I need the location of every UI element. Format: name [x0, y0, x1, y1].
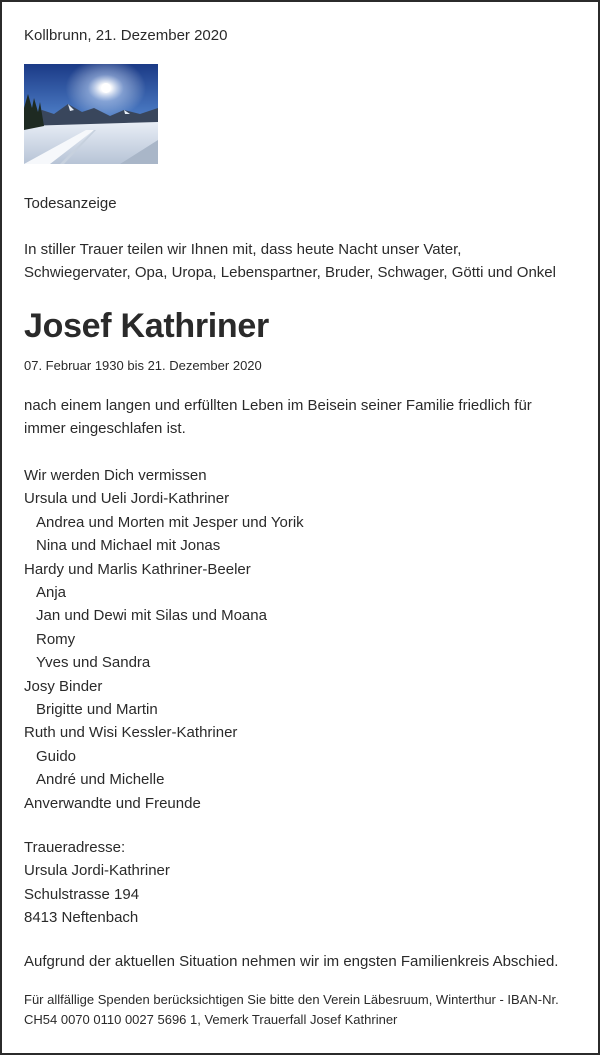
winter-landscape-photo [24, 64, 158, 164]
family-line: Ruth und Wisi Kessler-Kathriner [24, 724, 238, 742]
family-line: André und Michelle [36, 771, 165, 789]
family-line: Hardy und Marlis Kathriner-Beeler [24, 560, 251, 578]
family-line: Andrea und Morten mit Jesper und Yorik [36, 513, 304, 531]
donation-line: Für allfällige Spenden berücksichtigen Sie bitte den Verein Läbesruum, Winterthur - IBAN-Nr. [24, 992, 559, 1007]
donation-note [24, 990, 559, 1030]
family-line: Romy [36, 630, 76, 648]
family-line: Nina und Michael mit Jonas [36, 537, 221, 555]
statement-text [24, 394, 532, 441]
family-line: Brigitte und Martin [36, 701, 158, 719]
deceased-name: Josef Kathriner [24, 307, 269, 345]
statement-line: nach einem langen und erfüllten Leben im Beisein seiner Familie friedlich für [24, 397, 532, 414]
intro-text [24, 238, 556, 285]
farewell-note: Aufgrund der aktuellen Situation nehmen wir im engsten Familienkreis Abschied. [24, 953, 559, 970]
family-line: Guido [36, 747, 77, 765]
mourning-address [24, 836, 170, 930]
place-date: Kollbrunn, 21. Dezember 2020 [24, 27, 228, 44]
intro-line: In stiller Trauer teilen wir Ihnen mit, dass heute Nacht unser Vater, [24, 241, 462, 258]
family-list [24, 464, 304, 815]
address-label: Traueradresse: [24, 839, 126, 856]
family-line: Yves und Sandra [36, 654, 151, 672]
notice-heading: Todesanzeige [24, 195, 117, 212]
family-line: Anja [36, 584, 67, 602]
family-line: Anverwandte und Freunde [24, 794, 201, 812]
family-line: Josy Binder [24, 677, 103, 695]
family-line: Wir werden Dich vermissen [24, 467, 207, 484]
intro-line: Schwiegervater, Opa, Uropa, Lebenspartner, Bruder, Schwager, Götti und Onkel [24, 264, 556, 282]
address-line: 8413 Neftenbach [24, 909, 139, 927]
family-line: Ursula und Ueli Jordi-Kathriner [24, 490, 230, 508]
life-dates: 07. Februar 1930 bis 21. Dezember 2020 [24, 358, 262, 373]
statement-line: immer eingeschlafen ist. [24, 420, 186, 438]
donation-line: CH54 0070 0110 0027 5696 1, Vemerk Trauerfall Josef Kathriner [24, 1012, 398, 1027]
address-line: Schulstrasse 194 [24, 885, 140, 903]
family-line: Jan und Dewi mit Silas und Moana [36, 607, 267, 625]
address-line: Ursula Jordi-Kathriner [24, 862, 170, 880]
